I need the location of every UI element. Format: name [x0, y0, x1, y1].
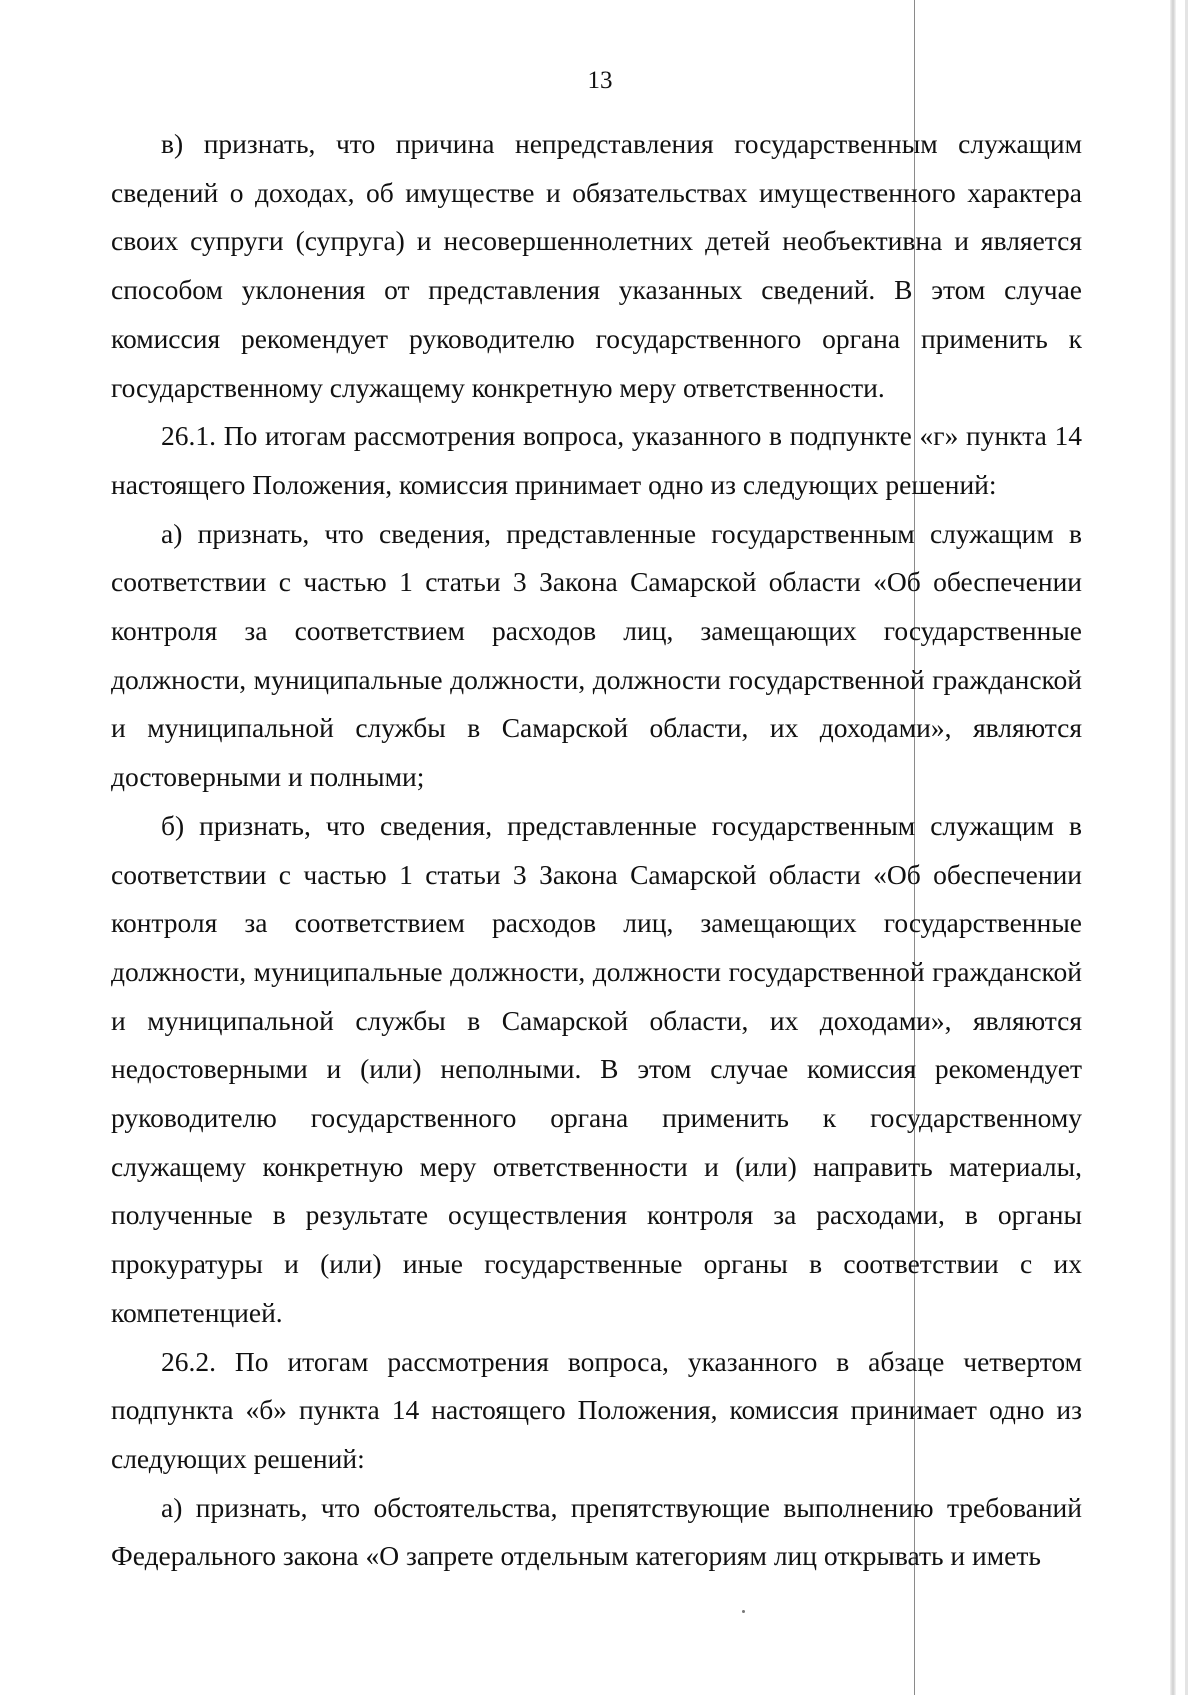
- scan-edge-shadow-secondary: [1185, 0, 1188, 1695]
- paragraph-26-2: 26.2. По итогам рассмотрения вопроса, указанного в абзаце четвертом подпункта «б» пункта 14 настоящего Положения, комиссия принимает одно из следующих решений:: [111, 1345, 1082, 1474]
- paragraph-a-2: а) признать, что обстоятельства, препятствующие выполнению требований Федерального закона «О запрете отдельным категориям лиц открывать и иметь: [111, 1491, 1082, 1572]
- paragraph-26-1: 26.1. По итогам рассмотрения вопроса, указанного в подпункте «г» пункта 14 настоящего Положения, комиссия принимает одно из следующих решений:: [111, 420, 1082, 500]
- paragraph-a: а) признать, что сведения, представленные государственным служащим в соответствии с частью 1 статьи 3 Закона Самарской области «Об обеспечении контроля за соответствием расходов лиц, замещающих государственные должности, муниципальные должности, должности государственной гражданской и муниципальной службы в Самарской области, их доходами», являются достоверными и полными;: [111, 517, 1082, 793]
- document-body: [111, 120, 1082, 1581]
- paragraph-b: б) признать, что сведения, представленные государственным служащим в соответствии с частью 1 статьи 3 Закона Самарской области «Об обеспечении контроля за соответствием расходов лиц, замещающих государственные должности, муниципальные должности, должности государственной гражданской и муниципальной службы в Самарской области, их доходами», являются недостоверными и (или) неполными. В этом случае комиссия рекомендует руководителю государственного органа применить к государственному служащему конкретную меру ответственности и (или) направить материалы, полученные в результате осуществления контроля за расходами, в органы прокуратуры и (или) иные государственные органы в соответствии с их компетенцией.: [111, 809, 1082, 1328]
- paragraph-v: в) признать, что причина непредставления государственным служащим сведений о доходах, об имуществе и обязательствах имущественного характера своих супруги (супруга) и несовершеннолетних детей необъективна и является способом уклонения от представления указанных сведений. В этом случае комиссия рекомендует руководителю государственного органа применить к государственному служащему конкретную меру ответственности.: [111, 128, 1082, 403]
- scan-edge-shadow: [1170, 0, 1176, 1695]
- page-number: 13: [587, 67, 613, 94]
- scan-speck: [742, 1610, 745, 1613]
